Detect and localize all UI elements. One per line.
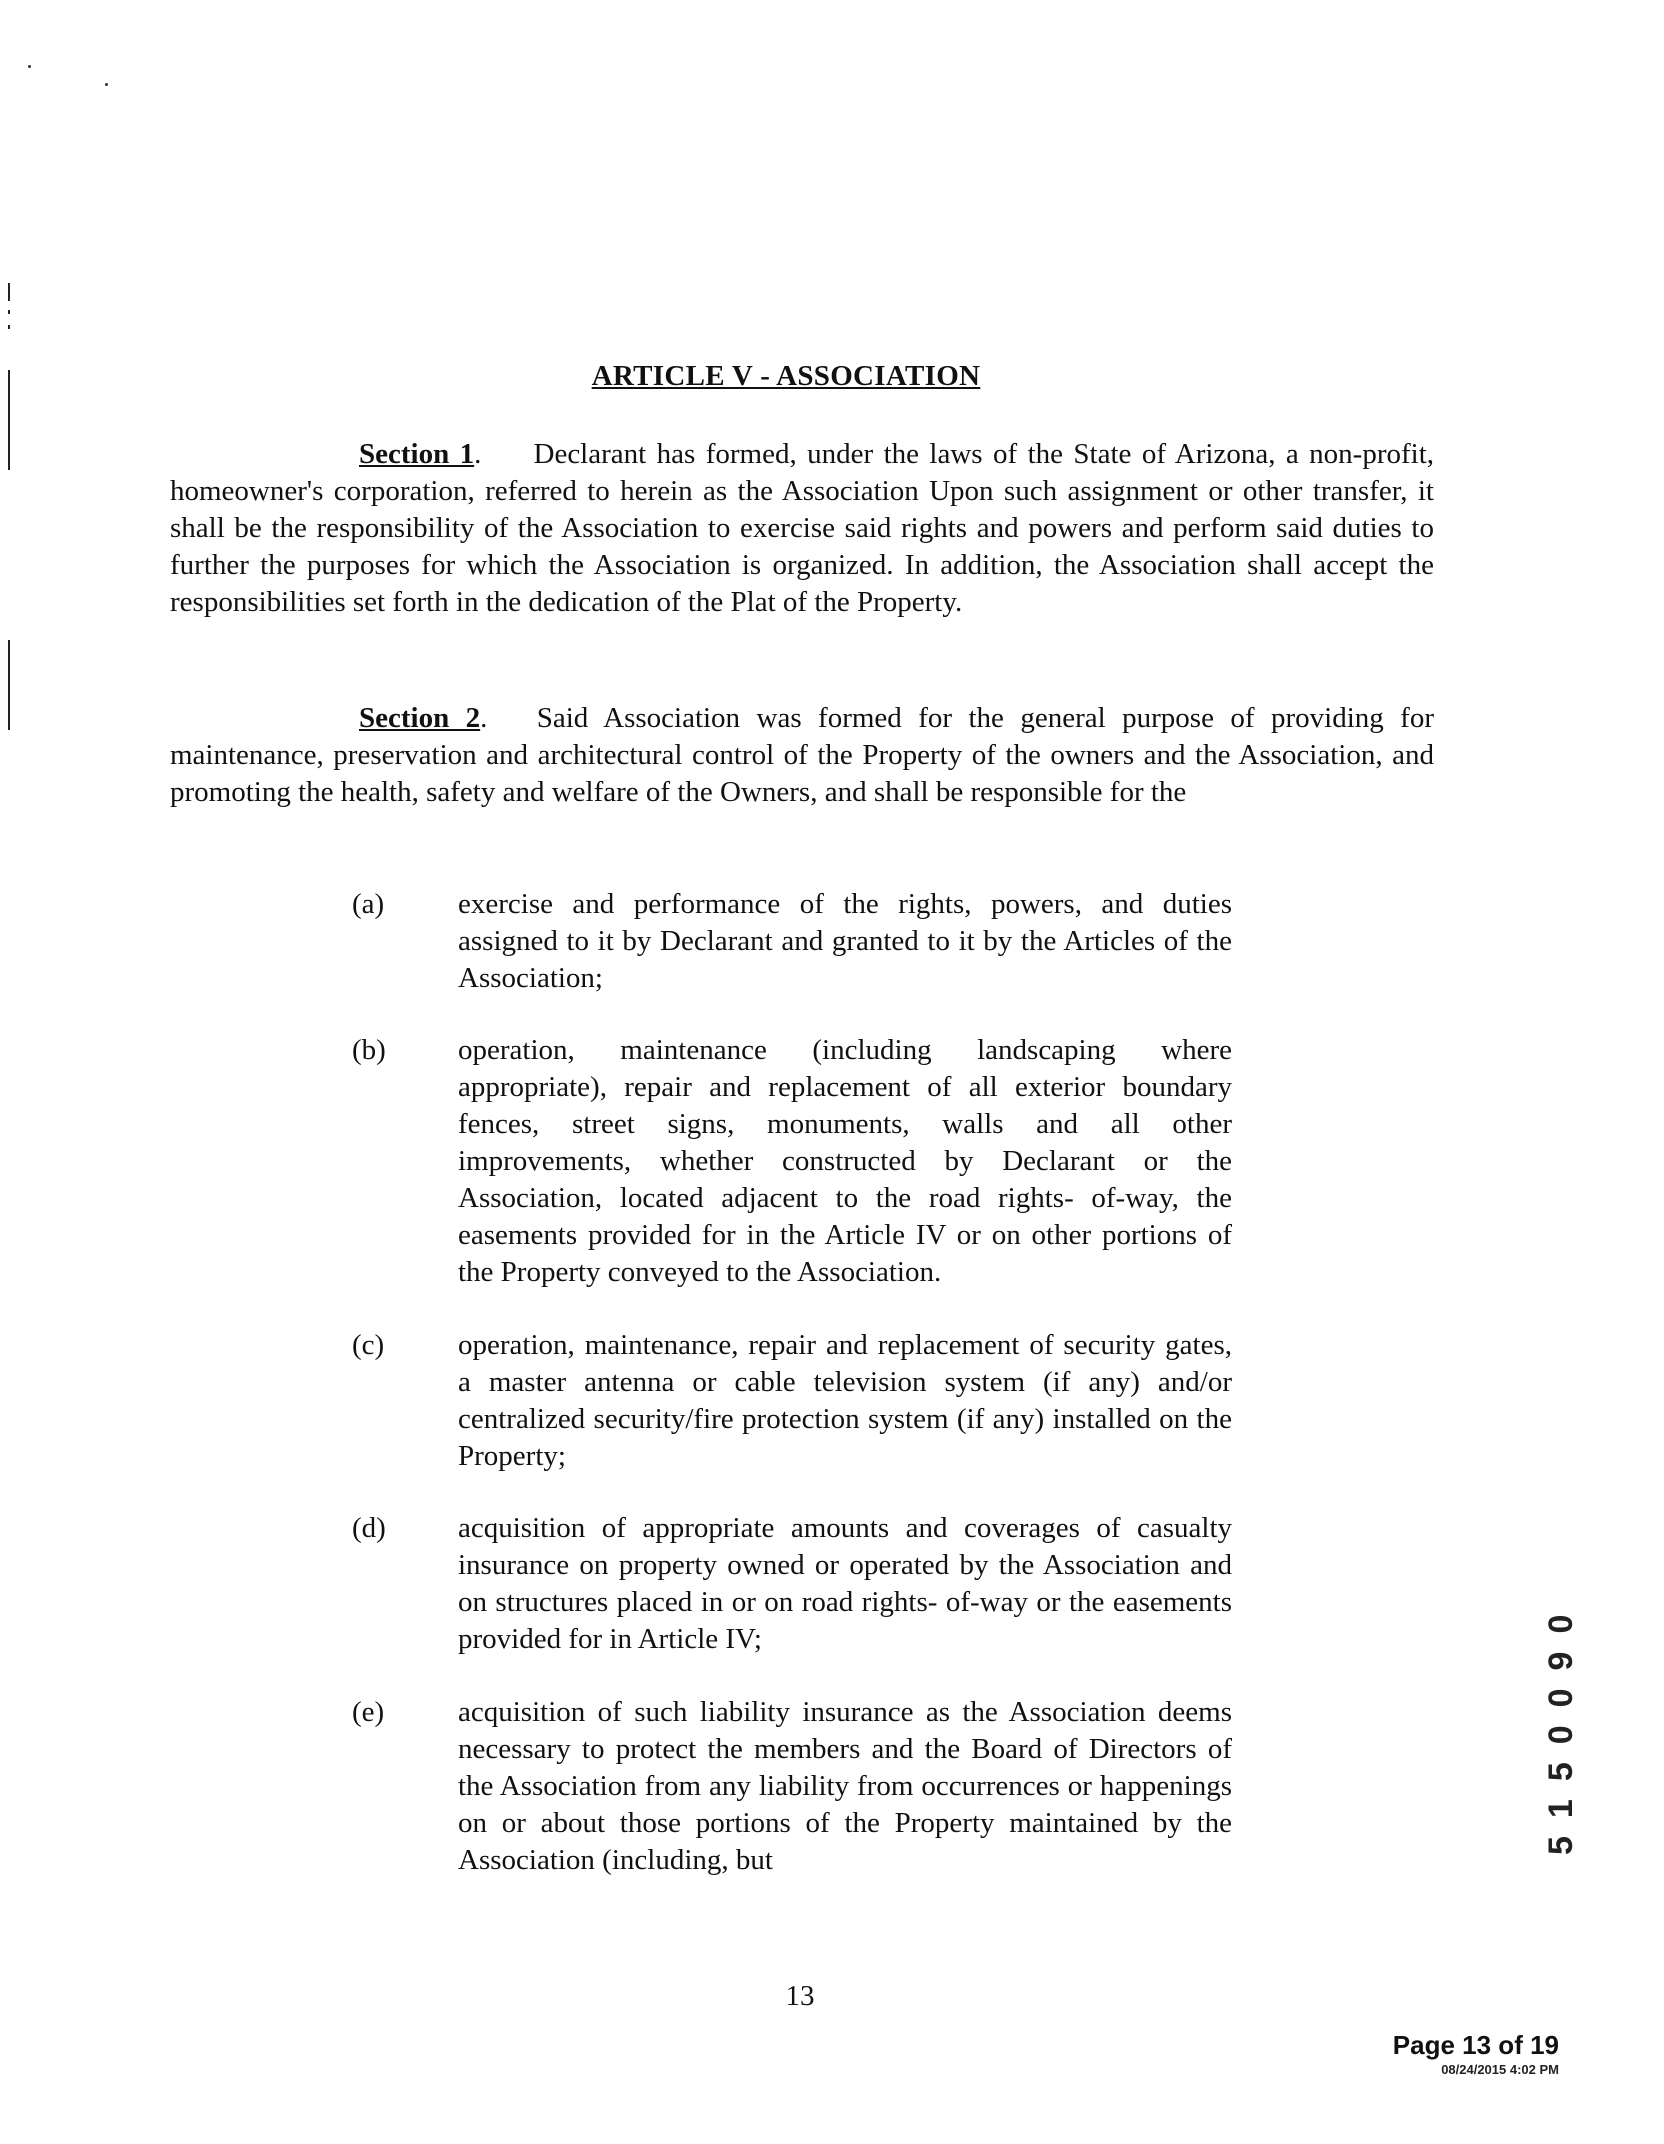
- section-1-paragraph: Section 1. Declarant has formed, under the laws of the State of Arizona, a non-profit, homeowner's corporation, referred to herein as the Association Upon such assignment or other transfer, it shall be the responsibility of the Association to exercise said rights and powers and perform said duties to further the purposes for which the Association is organized. In addition, the Association shall accept the responsibilities set forth in the dedication of the Plat of the Property.: [170, 438, 1435, 618]
- list-item-label: (c): [352, 1329, 385, 1361]
- article-heading: ARTICLE V - ASSOCIATION: [591, 360, 981, 392]
- list-item-text: acquisition of appropriate amounts and coverages of casualty insurance on property owned or operated by the Association and on structures placed in or on road rights- of-way or the easements provided for in Article IV;: [458, 1512, 1232, 1655]
- recording-stamp: [1520, 1525, 1600, 1865]
- section-1-text: Declarant has formed, under the laws of the State of Arizona, a non-profit, homeowner's corporation, referred to herein as the Association Upon such assignment or other transfer, it shall be the responsibility of the Association to exercise said rights and powers and perform said duties to further the purposes for which the Association is organized. In addition, the Association shall accept the responsibilities set forth in the dedication of the Plat of the Property.: [170, 438, 1435, 618]
- margin-mark: [8, 325, 10, 329]
- list-item-text: acquisition of such liability insurance as the Association deems necessary to protect the members and the Board of Directors of the Association from any liability from occurrences or happenings on or about those portions of the Property maintained by the Association (including, but: [458, 1696, 1232, 1876]
- section-2-text: Said Association was formed for the general purpose of providing for maintenance, preservation and architectural control of the Property of the owners and the Association, and promoting the health, safety and welfare of the Owners, and shall be responsible for the: [170, 702, 1435, 808]
- section-2-label: Section 2: [359, 702, 481, 734]
- margin-mark: [8, 310, 10, 314]
- list-item-text: operation, maintenance (including landscaping where appropriate), repair and replacement of all exterior boundary fences, street signs, monuments, walls and all other improvements, whether constructed by Declarant or the Association, located adjacent to the road rights- of-way, the easements provided for in the Article IV or on other portions of the Property conveyed to the Association.: [458, 1034, 1232, 1288]
- margin-mark: [8, 640, 10, 730]
- list-item-label: (b): [352, 1034, 386, 1066]
- list-item-label: (e): [352, 1696, 385, 1728]
- list-item-text: exercise and performance of the rights, powers, and duties assigned to it by Declarant and granted to it by the Articles of the Association;: [458, 888, 1232, 994]
- list-item-label: (a): [352, 888, 385, 920]
- section-2-paragraph: Section 2. Said Association was formed for the general purpose of providing for maintenance, preservation and architectural control of the Property of the owners and the Association, and promoting the health, safety and welfare of the Owners, and shall be responsible for the: [170, 702, 1435, 808]
- section-1-label: Section 1: [359, 438, 475, 470]
- scan-speck: [105, 83, 108, 86]
- page-number: 13: [785, 1980, 815, 2012]
- scan-speck: [28, 65, 31, 68]
- list-item-text: operation, maintenance, repair and replacement of security gates, a master antenna or cable television system (if any) and/or centralized security/fire protection system (if any) installed on the Property;: [458, 1329, 1232, 1472]
- margin-mark: [8, 283, 10, 301]
- page-count-stamp: Page 13 of 19: [1392, 2030, 1559, 2060]
- recording-stamp-text: 5150090: [1542, 1596, 1580, 1855]
- list-item-label: (d): [352, 1512, 386, 1544]
- timestamp-stamp: 08/24/2015 4:02 PM: [1441, 2062, 1559, 2077]
